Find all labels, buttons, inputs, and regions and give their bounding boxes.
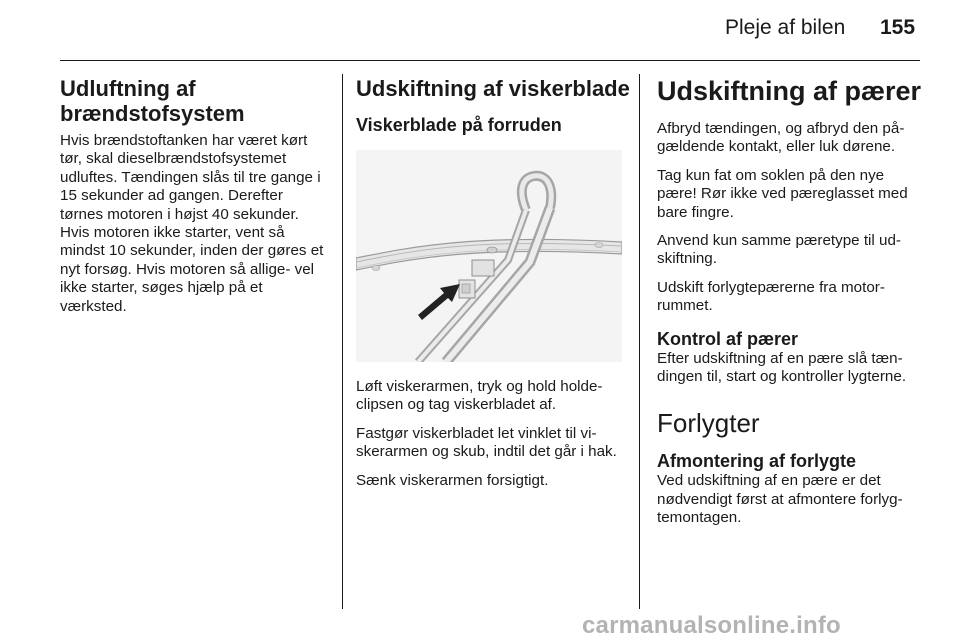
paragraph: Anvend kun samme pæretype til ud- skiftning. (657, 232, 901, 268)
watermark: carmanualsonline.info (582, 612, 841, 639)
section-heading-fuel-system: Udluftning af brændstofsystem (60, 76, 245, 126)
column-bulbs (657, 76, 927, 528)
paragraph: Efter udskiftning af en pære slå tæn- dingen til, start og kontroller lygterne. (657, 349, 907, 386)
page-number: 155 (880, 16, 916, 39)
page-header-title: Pleje af bilen (725, 16, 846, 39)
paragraph: Fastgør viskerbladet let vinklet til vi- skerarmen og skub, indtil det går i hak. (356, 424, 617, 461)
column-wiper-blades (356, 76, 630, 490)
paragraph: Sænk viskerarmen forsigtigt. (356, 471, 549, 489)
header-divider (60, 60, 920, 61)
section-body-fuel-system: Hvis brændstoftanken har været kørt tør, skal dieselbrændstofsystemet udluftes. Tændingen slås til tre gange i 15 sekunder ad gangen. Derefter tørnes motoren i højst 40 sekunder. Hvis motoren ikke starter, vent så mindst 10 sekunder, inden der gøres et nyt forsøg. Hvis motoren så allige- vel ikke starter, søges hjælp på et værksted. (60, 132, 324, 315)
section-heading-bulbs: Udskiftning af pærer (657, 76, 922, 106)
paragraph: Tag kun fat om soklen på den nye pære! Rør ikke ved pæreglasset med bare fingre. (657, 166, 908, 221)
subheading-bulb-check: Kontrol af pærer (657, 328, 799, 349)
paragraph: Løft viskerarmen, tryk og hold holde- clipsen og tag viskerbladet af. (356, 378, 603, 414)
wiper-blade-illustration (356, 150, 622, 362)
paragraph: Udskift forlygtepærerne fra motor- rummet. (657, 278, 885, 315)
subheading-windscreen-wipers: Viskerblade på forruden (356, 115, 562, 135)
column-fuel-system (60, 76, 330, 316)
column-divider (342, 74, 343, 609)
column-divider (639, 74, 640, 609)
subheading-headlight-removal: Afmontering af forlygte (657, 451, 857, 472)
paragraph: Afbryd tændingen, og afbryd den på- gældende kontakt, eller luk dørene. (657, 120, 905, 156)
section-heading-headlights: Forlygter (657, 408, 760, 439)
section-heading-wiper-blades: Udskiftning af viskerblade (356, 76, 630, 101)
paragraph: Ved udskiftning af en pære er det nødvendigt først at afmontere forlyg- temontagen. (657, 472, 903, 527)
